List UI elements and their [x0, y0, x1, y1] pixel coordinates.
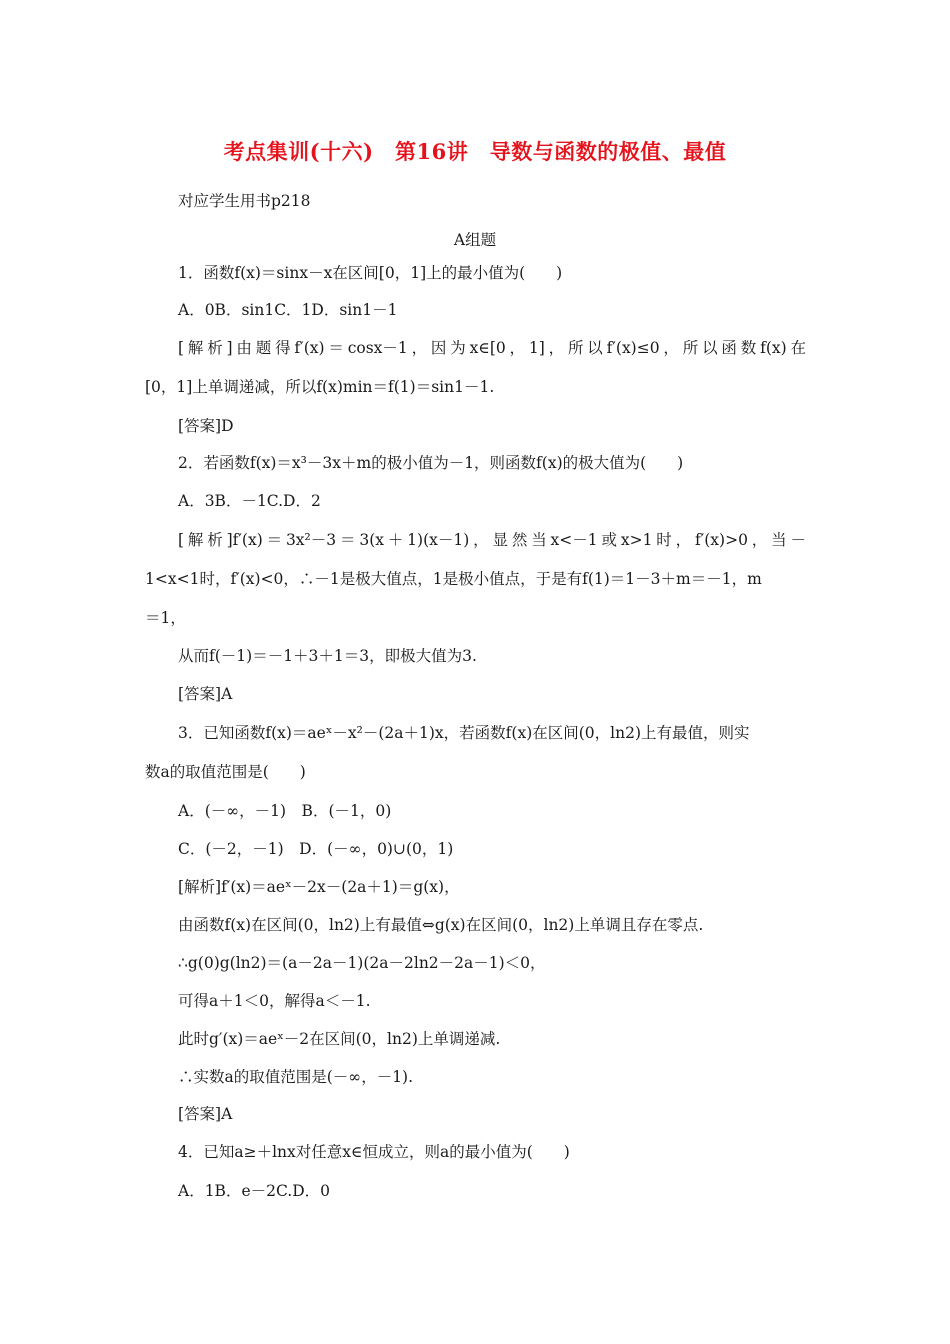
question-4-options: A．1B．e－2C.D．0: [178, 1182, 331, 1200]
question-3-analysis-3: ∴g(0)g(ln2)＝(a－2a－1)(2a－2ln2－2a－1)＜0，: [178, 954, 546, 972]
question-3-cont: 数a的取值范围是( ): [145, 763, 306, 781]
question-2-analysis-result: 从而f(－1)＝－1＋3＋1＝3，即极大值为3.: [178, 647, 477, 665]
question-4: 4．已知a≥＋lnx对任意x∈恒成立，则a的最小值为( ): [178, 1143, 570, 1161]
question-1-analysis-cont: [0，1]上单调递减，所以f(x)min＝f(1)＝sin1－1.: [145, 378, 495, 396]
question-3-analysis-6: ∴实数a的取值范围是(－∞，－1).: [178, 1068, 414, 1086]
question-2-options: A．3B．－1C.D．2: [178, 492, 321, 510]
question-3-analysis-2: 由函数f(x)在区间(0，ln2)上有最值⇔g(x)在区间(0，ln2)上单调且存在零点.: [178, 916, 704, 934]
question-3-analysis-5: 此时g′(x)＝aeˣ－2在区间(0，ln2)上单调递减.: [178, 1030, 501, 1048]
question-1: 1．函数f(x)＝sinx－x在区间[0，1]上的最小值为( ): [178, 264, 563, 282]
page-title: 考点集训(十六) 第16讲 导数与函数的极值、最值: [223, 139, 727, 164]
question-2-analysis-cont-2: ＝1，: [145, 609, 186, 627]
question-3-options-ab: A．(－∞，－1) B．(－1，0): [178, 802, 392, 820]
question-1-answer: [答案]D: [178, 417, 234, 435]
question-1-options: A．0B．sin1C．1D．sin1－1: [178, 301, 398, 319]
question-3-analysis: [解析]f′(x)＝aeˣ－2x－(2a＋1)＝g(x)，: [178, 878, 460, 896]
question-3-analysis-4: 可得a＋1＜0，解得a＜－1.: [178, 992, 371, 1010]
question-3: 3．已知函数f(x)＝aeˣ－x²－(2a＋1)x，若函数f(x)在区间(0，ln2)上有最值，则实: [178, 724, 750, 742]
question-1-analysis: [解析]由题得f′(x)＝cosx－1，因为x∈[0，1]，所以f′(x)≤0，所以函数f(x)在: [178, 339, 806, 357]
question-2-answer: [答案]A: [178, 685, 233, 703]
question-3-answer: [答案]A: [178, 1105, 233, 1123]
question-3-options-cd: C．(－2，－1) D．(－∞，0)∪(0，1): [178, 840, 454, 858]
section-heading: A组题: [453, 231, 497, 249]
question-2-analysis: [解析]f′(x)＝3x²－3＝3(x＋1)(x－1)，显然当x<－1或x>1时，f′(x)>0，当－: [178, 531, 806, 549]
question-2: 2．若函数f(x)＝x³－3x＋m的极小值为－1，则函数f(x)的极大值为( ): [178, 454, 684, 472]
question-2-analysis-cont: 1<x<1时，f′(x)<0，∴－1是极大值点，1是极小值点，于是有f(1)＝1－3＋m＝－1，m: [145, 570, 762, 588]
textbook-reference: 对应学生用书p218: [178, 192, 311, 210]
